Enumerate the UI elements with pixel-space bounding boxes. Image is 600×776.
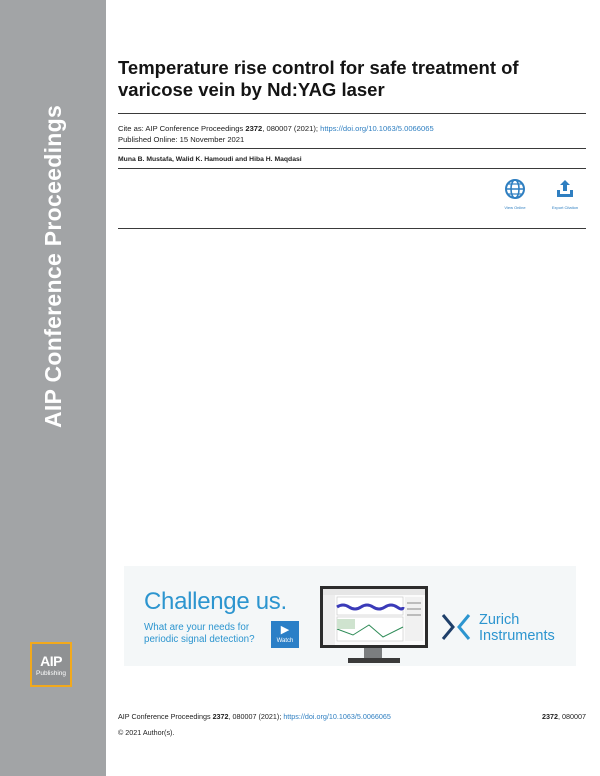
footer-right-volume: 2372 — [542, 712, 559, 721]
watch-label: Watch — [276, 638, 294, 644]
zurich-instruments-logo-icon — [440, 612, 472, 642]
citation-prefix: Cite as: AIP Conference Proceedings — [118, 124, 246, 133]
article-title: Temperature rise control for safe treatment of varicose vein by Nd:YAG laser — [118, 57, 519, 100]
advertisement-banner[interactable] — [124, 566, 576, 666]
export-citation-button[interactable] — [544, 178, 586, 210]
footer-right-suffix: , 080007 — [558, 712, 586, 721]
header-bottom-divider — [118, 228, 586, 229]
company-name-line2: Instruments — [479, 628, 555, 644]
citation-line — [118, 124, 434, 133]
author-list: Muna B. Mustafa, Walid K. Hamoudi and Hiba H. Maqdasi — [118, 156, 302, 163]
journal-title: AIP Conference Proceedings — [40, 104, 66, 428]
play-icon: ▶ — [280, 624, 290, 636]
logo-subtext: Publishing — [36, 670, 66, 677]
footer-prefix: AIP Conference Proceedings — [118, 712, 213, 721]
export-icon — [554, 178, 576, 200]
title-divider — [118, 113, 586, 114]
globe-icon — [504, 178, 526, 200]
citation-volume: 2372 — [245, 124, 263, 133]
journal-sidebar — [0, 0, 106, 776]
citation-divider — [118, 148, 586, 149]
view-online-label: View Online — [504, 205, 526, 210]
export-citation-label: Export Citation — [551, 205, 579, 210]
aip-publishing-logo — [30, 642, 72, 687]
company-name — [479, 612, 555, 644]
footer-page-ref — [542, 712, 586, 721]
watch-button[interactable] — [271, 621, 299, 648]
citation-suffix: , 080007 (2021); — [262, 124, 321, 133]
ad-headline: Challenge us. — [144, 588, 287, 615]
footer-suffix: , 080007 (2021); — [228, 712, 284, 721]
monitor-base — [348, 658, 400, 663]
authors-divider — [118, 168, 586, 169]
copyright-notice: © 2021 Author(s). — [118, 728, 175, 737]
company-name-line1: Zurich — [479, 612, 520, 628]
footer-volume: 2372 — [212, 712, 229, 721]
footer-citation — [118, 712, 391, 721]
published-date: Published Online: 15 November 2021 — [118, 135, 245, 144]
signal-plot-image — [323, 589, 425, 645]
doi-link[interactable]: https://doi.org/10.1063/5.0066065 — [320, 124, 434, 133]
monitor-stand — [364, 648, 382, 658]
monitor-screenshot — [320, 586, 428, 648]
logo-text: AIP — [40, 653, 62, 669]
view-online-button[interactable] — [494, 178, 536, 210]
footer-doi-link[interactable]: https://doi.org/10.1063/5.0066065 — [283, 712, 391, 721]
ad-subtext: What are your needs for periodic signal detection? — [144, 622, 255, 645]
